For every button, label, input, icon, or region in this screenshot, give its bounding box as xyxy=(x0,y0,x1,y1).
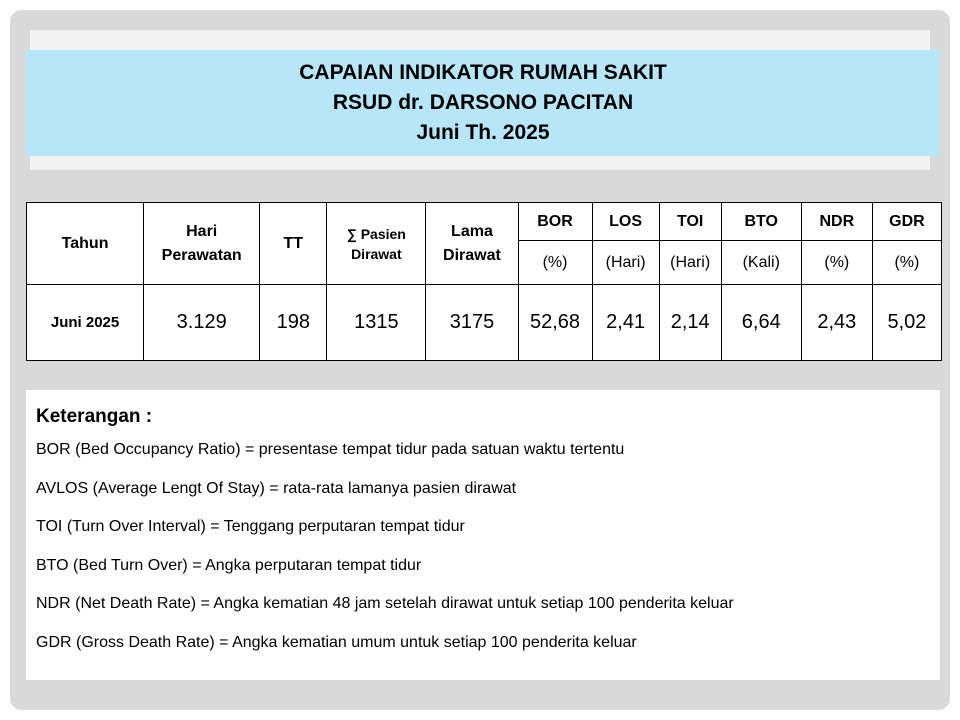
cell-lama-dirawat: 3175 xyxy=(426,285,518,361)
header-lama-dirawat: Lama Dirawat xyxy=(426,203,518,285)
cell-tt: 198 xyxy=(260,285,327,361)
title-line-1: CAPAIAN INDIKATOR RUMAH SAKIT xyxy=(299,61,667,84)
cell-bto: 6,64 xyxy=(721,285,801,361)
note-line-ndr: NDR (Net Death Rate) = Angka kematian 48 jam setelah dirawat untuk setiap 100 penderita keluar xyxy=(36,595,734,612)
header-toi: TOI xyxy=(659,203,721,241)
header-los: LOS xyxy=(592,203,659,241)
header-tt: TT xyxy=(260,203,327,285)
cell-los: 2,41 xyxy=(592,285,659,361)
notes-panel xyxy=(26,390,940,680)
header-pasien-dirawat: ∑ Pasien Dirawat xyxy=(327,203,426,285)
title-line-3: Juni Th. 2025 xyxy=(416,121,550,144)
header-tahun: Tahun xyxy=(27,203,144,285)
header-hari-perawatan: Hari Perawatan xyxy=(144,203,260,285)
unit-bto: (Kali) xyxy=(721,241,801,285)
table-header-row xyxy=(27,203,942,241)
title-line-2: RSUD dr. DARSONO PACITAN xyxy=(332,91,634,114)
cell-hari-perawatan: 3.129 xyxy=(144,285,260,361)
cell-tahun: Juni 2025 xyxy=(27,285,144,361)
note-line-bto: BTO (Bed Turn Over) = Angka perputaran tempat tidur xyxy=(36,556,422,574)
unit-los: (Hari) xyxy=(592,241,659,285)
unit-gdr: (%) xyxy=(872,241,941,285)
unit-bor: (%) xyxy=(518,241,592,285)
header-bor: BOR xyxy=(518,203,592,241)
note-line-gdr: GDR (Gross Death Rate) = Angka kematian umum untuk setiap 100 penderita keluar xyxy=(36,633,637,651)
cell-pasien-dirawat: 1315 xyxy=(327,285,426,361)
table-row xyxy=(27,285,942,361)
note-line-toi: TOI (Turn Over Interval) = Tenggang perputaran tempat tidur xyxy=(36,518,465,535)
unit-ndr: (%) xyxy=(801,241,872,285)
notes-title: Keterangan : xyxy=(36,406,153,427)
header-bto: BTO xyxy=(721,203,801,241)
unit-toi: (Hari) xyxy=(659,241,721,285)
title-banner xyxy=(26,50,940,156)
cell-ndr: 2,43 xyxy=(801,285,872,361)
indicator-table xyxy=(26,202,942,361)
header-ndr: NDR xyxy=(801,203,872,241)
cell-gdr: 5,02 xyxy=(872,285,941,361)
note-line-bor: BOR (Bed Occupancy Ratio) = presentase tempat tidur pada satuan waktu tertentu xyxy=(36,441,625,458)
cell-bor: 52,68 xyxy=(518,285,592,361)
note-line-avlos: AVLOS (Average Lengt Of Stay) = rata-rata lamanya pasien dirawat xyxy=(36,479,517,497)
header-gdr: GDR xyxy=(872,203,941,241)
cell-toi: 2,14 xyxy=(659,285,721,361)
